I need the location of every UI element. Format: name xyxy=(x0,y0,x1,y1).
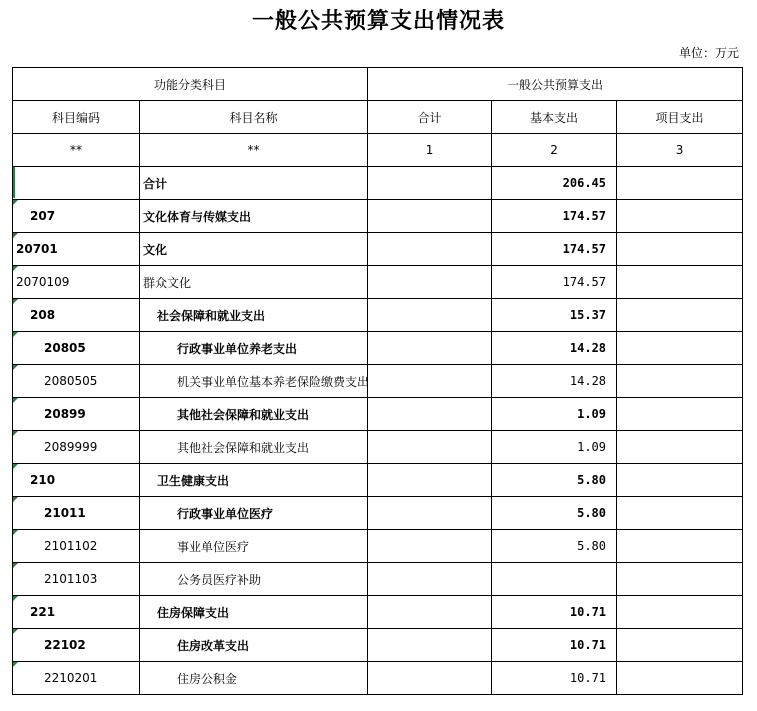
expenditure-table xyxy=(12,67,743,695)
row-total xyxy=(368,464,492,497)
row-total xyxy=(368,332,492,365)
header-project-expenditure: 项目支出 xyxy=(617,101,743,134)
cell-comment-marker xyxy=(13,299,18,304)
table-row xyxy=(13,530,743,563)
row-basic: 10.71 xyxy=(492,662,617,695)
row-code: 2089999 xyxy=(13,431,140,464)
row-total xyxy=(368,629,492,662)
table-row xyxy=(13,563,743,596)
index-cell: 2 xyxy=(492,134,617,167)
row-project xyxy=(617,398,743,431)
page-title: 一般公共预算支出情况表 xyxy=(251,9,505,34)
header-row-1 xyxy=(13,68,743,101)
row-code: 2101103 xyxy=(13,563,140,596)
table-row xyxy=(13,332,743,365)
index-row xyxy=(13,134,743,167)
row-basic: 15.37 xyxy=(492,299,617,332)
index-cell: 1 xyxy=(368,134,492,167)
header-basic-expenditure: 基本支出 xyxy=(492,101,617,134)
cell-comment-marker xyxy=(13,200,18,205)
table-row xyxy=(13,497,743,530)
cell-comment-marker xyxy=(13,464,18,469)
row-code: 21011 xyxy=(13,497,140,530)
table-row xyxy=(13,398,743,431)
cell-comment-marker xyxy=(13,530,18,535)
row-code xyxy=(13,167,140,200)
row-project xyxy=(617,662,743,695)
cell-comment-marker xyxy=(13,266,18,271)
header-row-2 xyxy=(13,101,743,134)
table-row xyxy=(13,200,743,233)
row-total xyxy=(368,200,492,233)
row-basic: 1.09 xyxy=(492,431,617,464)
cell-comment-marker xyxy=(13,167,15,198)
table-row xyxy=(13,299,743,332)
row-total xyxy=(368,596,492,629)
row-code: 221 xyxy=(13,596,140,629)
row-basic: 5.80 xyxy=(492,464,617,497)
row-name: 文化体育与传媒支出 xyxy=(140,200,368,233)
cell-comment-marker xyxy=(13,431,18,436)
row-basic: 14.28 xyxy=(492,365,617,398)
row-code: 210 xyxy=(13,464,140,497)
row-code: 208 xyxy=(13,299,140,332)
row-code: 2101102 xyxy=(13,530,140,563)
row-name: 群众文化 xyxy=(140,266,368,299)
cell-comment-marker xyxy=(13,596,18,601)
row-name: 社会保障和就业支出 xyxy=(140,299,368,332)
row-total xyxy=(368,563,492,596)
header-total: 合计 xyxy=(368,101,492,134)
cell-comment-marker xyxy=(13,629,18,634)
row-basic: 206.45 xyxy=(492,167,617,200)
row-basic: 14.28 xyxy=(492,332,617,365)
header-subject-code: 科目编码 xyxy=(13,101,140,134)
row-name: 其他社会保障和就业支出 xyxy=(140,398,368,431)
row-project xyxy=(617,431,743,464)
row-code: 22102 xyxy=(13,629,140,662)
row-basic: 10.71 xyxy=(492,596,617,629)
row-name: 事业单位医疗 xyxy=(140,530,368,563)
row-project xyxy=(617,629,743,662)
table-row xyxy=(13,662,743,695)
header-subject-name: 科目名称 xyxy=(140,101,368,134)
table-row xyxy=(13,266,743,299)
header-functional-category: 功能分类科目 xyxy=(13,68,368,101)
row-name: 合计 xyxy=(140,167,368,200)
row-name: 行政事业单位医疗 xyxy=(140,497,368,530)
row-total xyxy=(368,365,492,398)
cell-comment-marker xyxy=(13,233,18,238)
row-project xyxy=(617,167,743,200)
table-row xyxy=(13,167,743,200)
row-code: 2210201 xyxy=(13,662,140,695)
row-name: 住房改革支出 xyxy=(140,629,368,662)
row-total xyxy=(368,398,492,431)
row-total xyxy=(368,299,492,332)
index-cell: 3 xyxy=(617,134,743,167)
row-name: 文化 xyxy=(140,233,368,266)
cell-comment-marker xyxy=(13,398,18,403)
row-project xyxy=(617,365,743,398)
row-name: 公务员医疗补助 xyxy=(140,563,368,596)
row-project xyxy=(617,530,743,563)
row-total xyxy=(368,662,492,695)
row-basic: 1.09 xyxy=(492,398,617,431)
row-code: 20701 xyxy=(13,233,140,266)
index-cell: ** xyxy=(13,134,140,167)
row-code: 2080505 xyxy=(13,365,140,398)
row-project xyxy=(617,332,743,365)
cell-comment-marker xyxy=(13,332,18,337)
cell-comment-marker xyxy=(13,497,18,502)
row-basic xyxy=(492,563,617,596)
unit-label: 单位：万元 xyxy=(678,46,739,60)
table-row xyxy=(13,365,743,398)
row-total xyxy=(368,266,492,299)
row-project xyxy=(617,563,743,596)
row-project xyxy=(617,233,743,266)
row-code: 20899 xyxy=(13,398,140,431)
row-basic: 174.57 xyxy=(492,200,617,233)
table-row xyxy=(13,596,743,629)
cell-comment-marker xyxy=(13,662,18,667)
row-total xyxy=(368,530,492,563)
table-row xyxy=(13,431,743,464)
table-row xyxy=(13,629,743,662)
row-project xyxy=(617,596,743,629)
row-basic: 174.57 xyxy=(492,233,617,266)
row-total xyxy=(368,167,492,200)
row-basic: 5.80 xyxy=(492,497,617,530)
cell-comment-marker xyxy=(13,365,18,370)
row-total xyxy=(368,233,492,266)
row-name: 卫生健康支出 xyxy=(140,464,368,497)
header-general-budget-expenditure: 一般公共预算支出 xyxy=(368,68,743,101)
row-total xyxy=(368,431,492,464)
row-name: 住房公积金 xyxy=(140,662,368,695)
cell-comment-marker xyxy=(13,563,18,568)
row-code: 2070109 xyxy=(13,266,140,299)
row-name: 行政事业单位养老支出 xyxy=(140,332,368,365)
table-row xyxy=(13,464,743,497)
table-row xyxy=(13,233,743,266)
row-name: 机关事业单位基本养老保险缴费支出 xyxy=(140,365,368,398)
row-project xyxy=(617,200,743,233)
row-basic: 10.71 xyxy=(492,629,617,662)
row-basic: 5.80 xyxy=(492,530,617,563)
row-code: 20805 xyxy=(13,332,140,365)
row-project xyxy=(617,497,743,530)
row-basic: 174.57 xyxy=(492,266,617,299)
row-project xyxy=(617,266,743,299)
row-name: 其他社会保障和就业支出 xyxy=(140,431,368,464)
index-cell: ** xyxy=(140,134,368,167)
row-project xyxy=(617,299,743,332)
row-code: 207 xyxy=(13,200,140,233)
row-total xyxy=(368,497,492,530)
row-name: 住房保障支出 xyxy=(140,596,368,629)
row-project xyxy=(617,464,743,497)
